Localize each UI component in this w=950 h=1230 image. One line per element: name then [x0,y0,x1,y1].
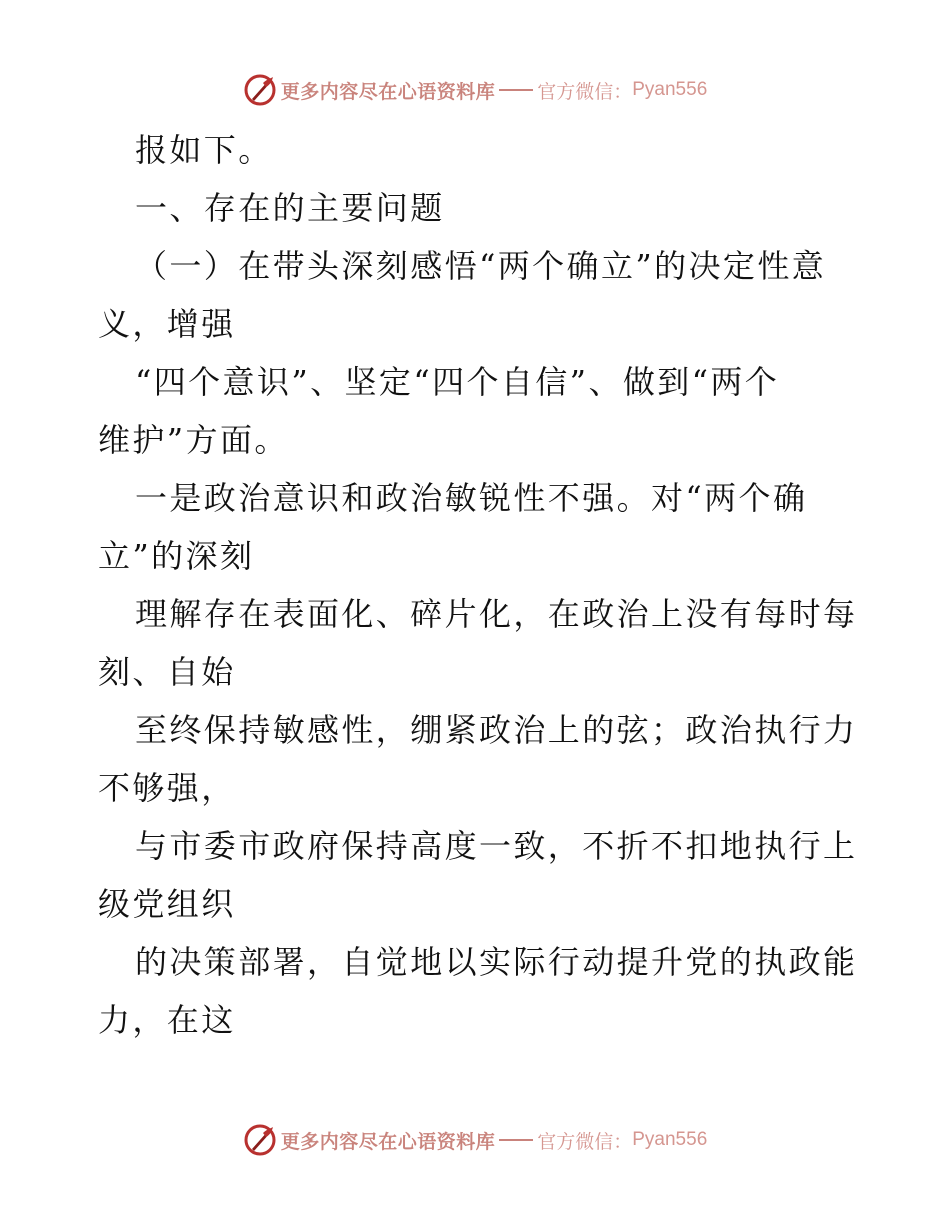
banner-site-text: 更多内容尽在心语资料库 [280,1130,496,1153]
body-line: 级党组织 [98,885,236,923]
body-line: 立”的深刻 [98,537,255,575]
body-line: “四个意识”、坚定“四个自信”、做到“两个 [135,363,780,401]
body-line: 的决策部署，自觉地以实际行动提升党的执政能 [135,943,858,981]
body-line: 维护”方面。 [98,421,289,459]
banner-wechat-id: Pyan556 [632,1129,708,1150]
subsection-heading: （一）在带头深刻感悟“两个确立”的决定性意 [135,247,827,285]
body-line: 力，在这 [98,1001,236,1039]
section-heading: 一、存在的主要问题 [135,189,445,227]
header-banner [0,70,950,110]
body-line: 报如下。 [135,131,273,169]
banner-wechat-label: 官方微信： [537,1130,633,1153]
quill-pen-logo-icon [243,1123,277,1157]
body-line: 刻、自始 [98,653,236,691]
footer-banner [0,1120,950,1160]
body-line: 与市委市政府保持高度一致，不折不扣地执行上 [135,827,858,865]
body-line: 一是政治意识和政治敏锐性不强。对“两个确 [135,479,808,517]
body-line: 至终保持敏感性，绷紧政治上的弦；政治执行力 [135,711,858,749]
banner-dash [499,1139,533,1141]
banner-wechat-label: 官方微信： [537,80,633,103]
quill-pen-logo-icon [243,73,277,107]
banner-site-text: 更多内容尽在心语资料库 [280,80,496,103]
body-line: 理解存在表面化、碎片化，在政治上没有每时每 [135,595,858,633]
banner-wechat-id: Pyan556 [632,79,708,100]
body-line: 义，增强 [98,305,236,343]
banner-dash [499,89,533,91]
body-line: 不够强， [98,769,236,807]
